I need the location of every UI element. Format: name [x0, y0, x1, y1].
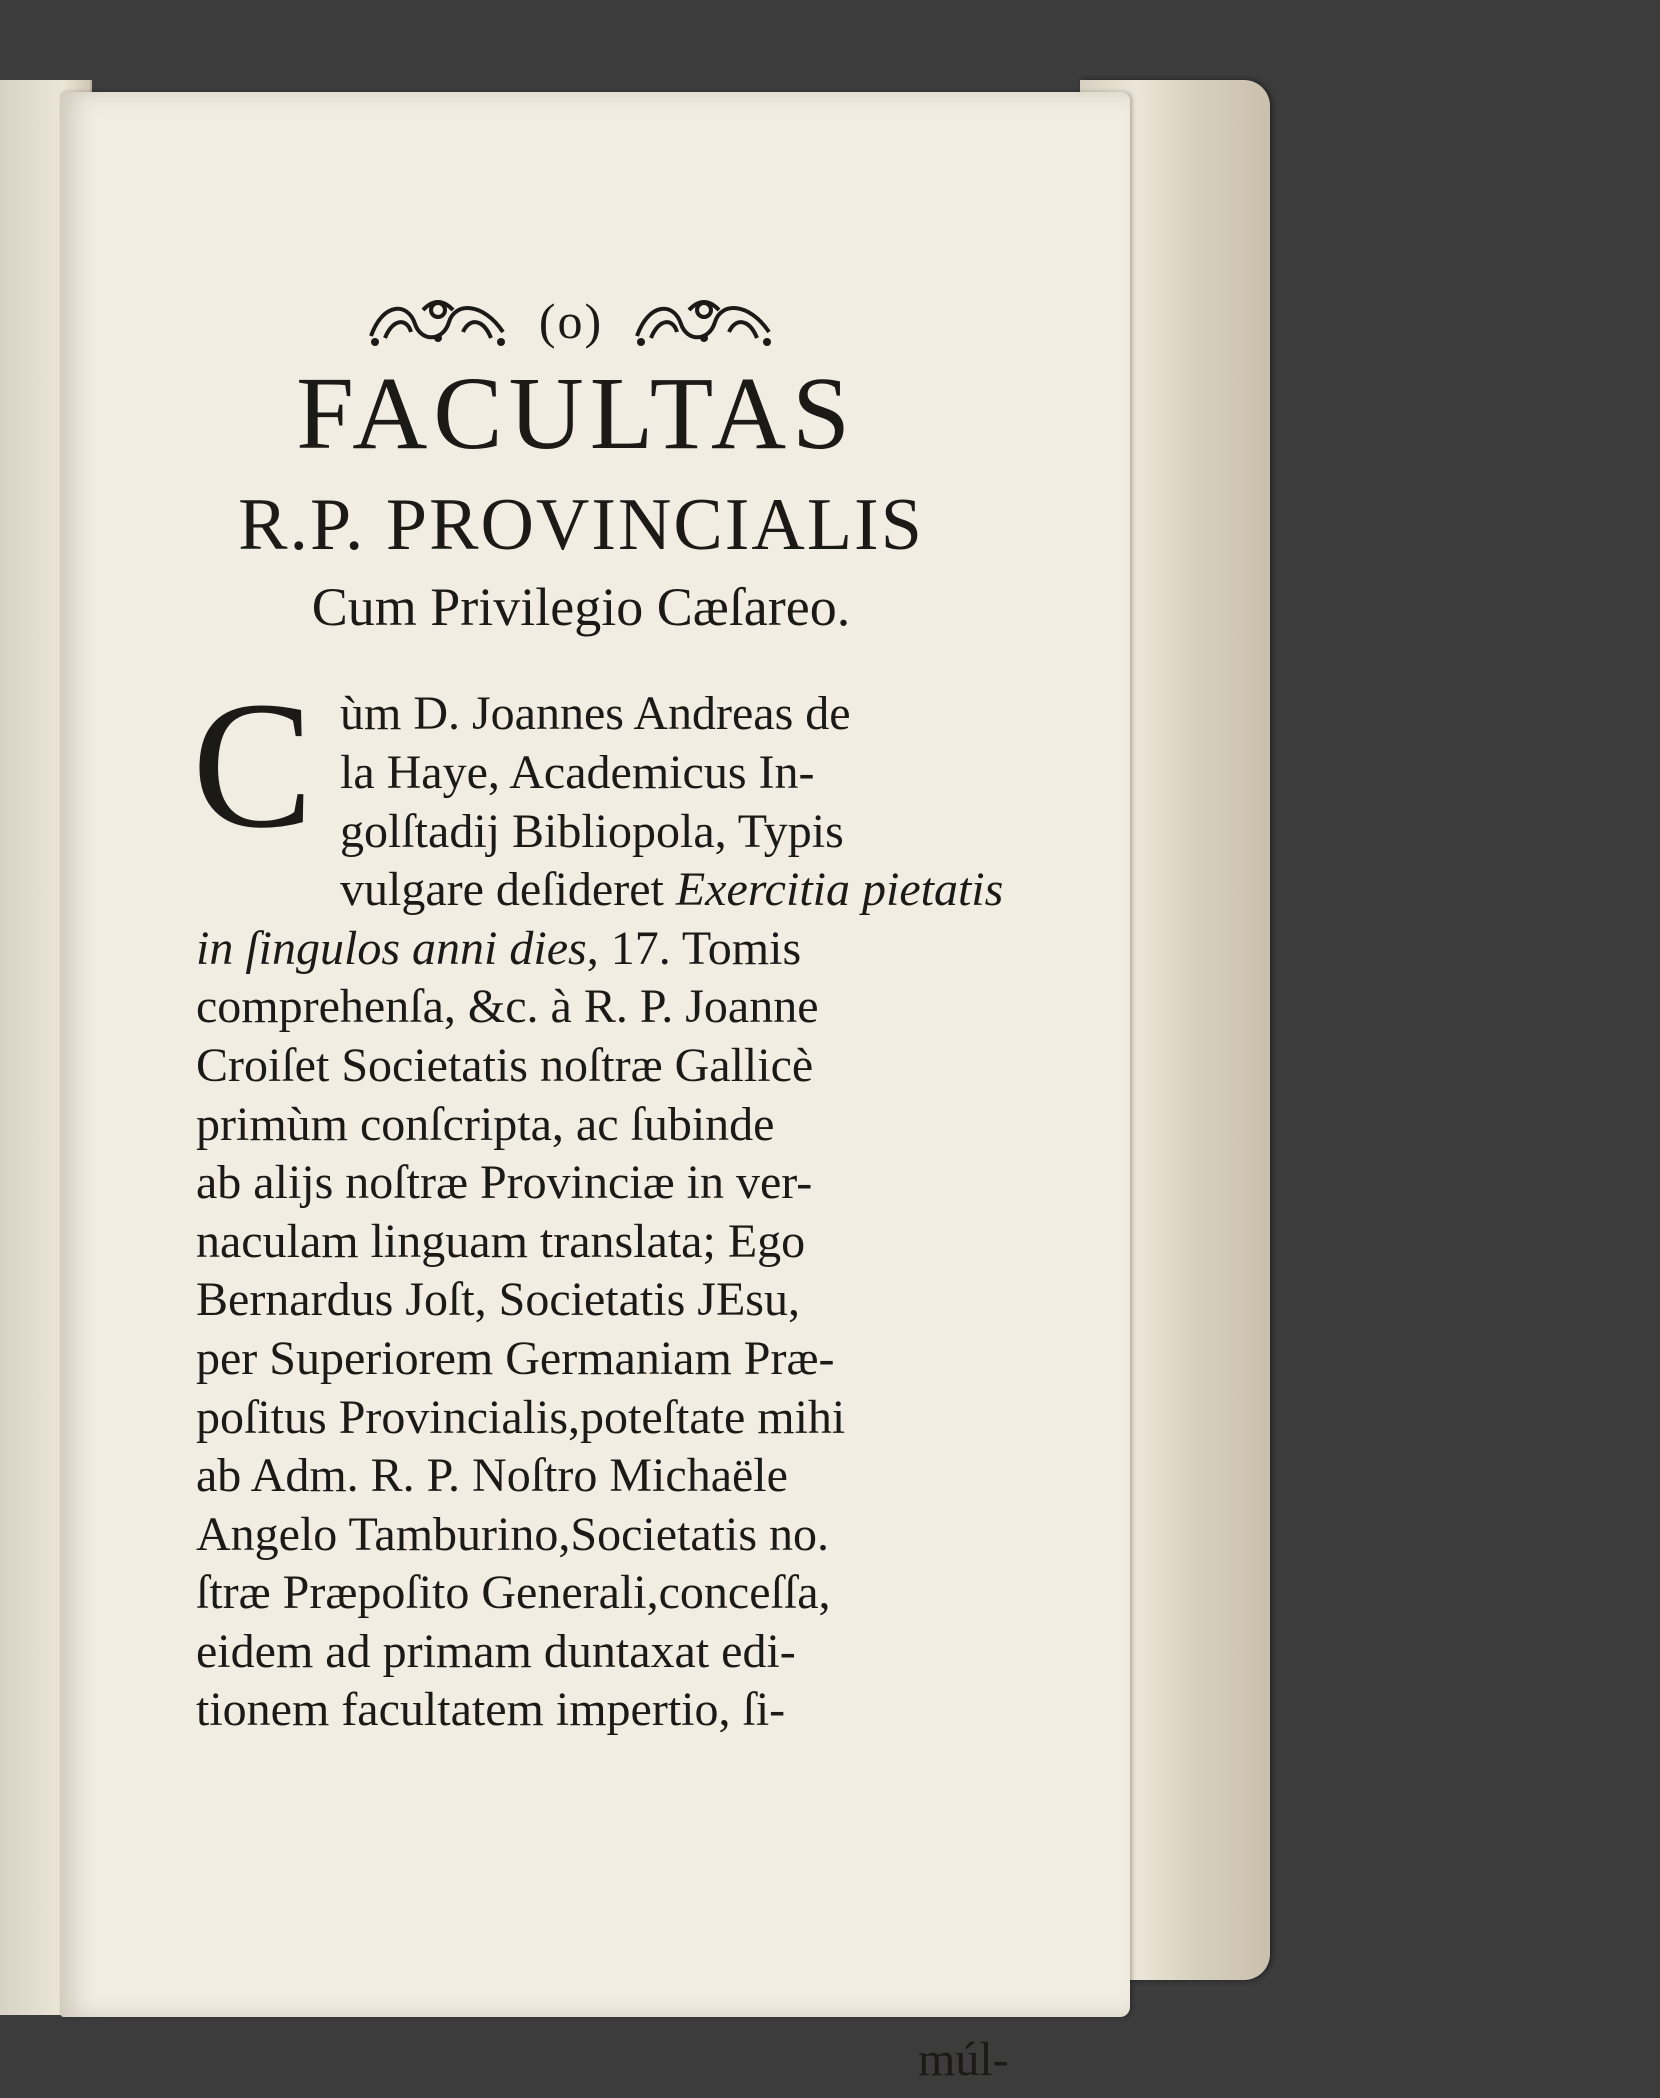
body-text — [192, 665, 1004, 1740]
book-page — [60, 92, 1130, 2086]
page-subtitle: R.P. PROVINCIALIS — [238, 484, 924, 566]
text-line: la Haye, Academicus In- — [340, 745, 815, 799]
text-line: tionem facultatem impertio, ſi- — [196, 1683, 786, 1737]
text-line: ùm D. Joannes Andreas de — [340, 687, 851, 741]
text-line: naculam linguam translata; Ego — [196, 1214, 806, 1268]
text-line: Bernardus Joſt, Societatis JEsu, — [196, 1273, 800, 1327]
italic-title: Exercitia pietatis — [675, 863, 1004, 917]
text-line — [196, 920, 966, 979]
page-content — [192, 292, 1009, 2086]
drop-cap: C — [192, 665, 314, 867]
page-title: FACULTAS — [296, 356, 856, 471]
text-line: per Superiorem Germaniam Præ- — [196, 1331, 835, 1385]
floral-ornament-icon — [629, 292, 779, 350]
page-marker: (o) — [538, 293, 604, 349]
text-line: ab Adm. R. P. Noſtro Michaële — [196, 1449, 788, 1503]
text-line: poſitus Provincialis,poteſtate mihi — [196, 1390, 846, 1444]
text-line: ab alijs noſtræ Provinciæ in ver- — [196, 1156, 813, 1210]
text-span: , 17. Tomis — [586, 921, 802, 975]
text-line: ſtræ Præpoſito Generali,conceſſa, — [196, 1566, 831, 1620]
text-line: comprehenſa, &c. à R. P. Joanne — [196, 980, 819, 1034]
text-line: Angelo Tamburino,Societatis no. — [196, 1507, 829, 1561]
italic-title: in ſingulos anni dies — [196, 921, 587, 975]
text-line: golſtadij Bibliopola, Typis — [340, 804, 844, 858]
text-line: Croiſet Societatis noſtræ Gallicè — [196, 1038, 814, 1092]
privilege-line: Cum Privilegio Cæſareo. — [311, 577, 851, 637]
floral-ornament-icon — [363, 292, 513, 350]
text-line — [196, 861, 1004, 920]
text-span: vulgare deſideret — [340, 863, 676, 917]
text-line: primùm conſcripta, ac ſubinde — [196, 1097, 775, 1151]
catchword: múl- — [918, 2033, 1009, 2086]
page-header — [176, 292, 966, 350]
text-line: eidem ad primam duntaxat edi- — [196, 1624, 796, 1678]
